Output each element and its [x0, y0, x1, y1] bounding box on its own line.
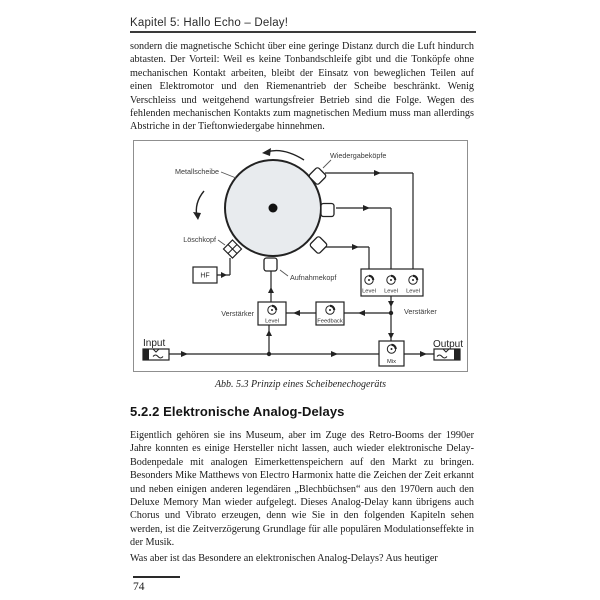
chapter-header: Kapitel 5: Hallo Echo – Delay!: [130, 17, 289, 29]
label-hf: HF: [200, 272, 210, 280]
label-input: Input: [143, 338, 166, 349]
paragraph-3: Was aber ist das Besondere an elektronischen Analog-Delays? Aus heutiger: [130, 553, 438, 564]
label-verstaerker-left: Verstärker: [221, 309, 254, 318]
paragraph-1: sondern die magnetische Schicht über eine geringe Distanz durch die Luft hindurch abtasten. Der Vorteil: Weil es keine Tonbandschleife gibt und die Tonköpfe ohne mechanischen Kontakt arbeiten, bleibt der Einsatz von beweglichen Teilen auf einen Elektromotor und den Riemenantrieb der Scheibe beschränkt. Wenig Verschleiss und weitgehend wartungsfreier Betrieb sind die Folge. Wegen des fehlenden mechanischen Kontakts zum magnetischen Medium muss man allerdings Abstriche in der Tieftonwiedergabe hinnehmen.: [130, 41, 474, 133]
label-level-1: Level: [362, 288, 376, 295]
label-mix: Mix: [386, 359, 397, 365]
knob-icon: [268, 306, 276, 314]
knob-icon: [365, 276, 373, 284]
junction-dot-input: [267, 352, 271, 356]
label-aufnahmekopf: Aufnahmekopf: [290, 273, 337, 282]
label-level-2: Level: [384, 288, 398, 295]
label-loeschkopf: Löschkopf: [183, 235, 216, 244]
output-jack-icon: [434, 349, 460, 360]
knob-icon: [387, 276, 395, 284]
figure-caption: Abb. 5.3 Prinzip eines Scheibenechogeräts: [214, 379, 387, 390]
record-head: [264, 258, 277, 271]
section-heading: 5.2.2 Elektronische Analog-Delays: [130, 404, 345, 419]
knob-icon: [409, 276, 417, 284]
label-level-mono: Level: [265, 318, 279, 325]
footer-rule: [133, 576, 180, 578]
label-metallscheibe: Metallscheibe: [175, 167, 219, 176]
playback-head-3: [309, 236, 327, 254]
paragraph-2: Eigentlich gehören sie ins Museum, aber im Zuge des Retro-Booms der 1990er Jahre konnten es einige Hersteller nicht lassen, auch wieder elektronische Delay-Bodenpedale mit analogen Eimerkettenspeichern auf den Markt zu bringen. Besonders Mike Matthews von Electro Harmonix hatte die Zeichen der Zeit erkannt und neben einigen anderen legendären „Blechbüchsen“ aus den 1970ern auch den Deluxe Memory Man wieder aufgelegt. Dieses Analog-Delay kann übrigens auch Chorus und Vibrato erzeugen, denn wie Sie in den folgenden Kapiteln sehen werden, ist die Zeitverzögerung Grundlage für alle populären Modulationseffekte in der Musik.: [130, 430, 474, 549]
rotation-arrowhead-top: [262, 148, 271, 156]
diagram-canvas: [134, 141, 469, 373]
label-level-3: Level: [406, 288, 420, 295]
metal-disc: [225, 160, 321, 256]
header-rule: [130, 31, 476, 33]
label-verstaerker-right: Verstärker: [404, 307, 437, 316]
page-number: 74: [133, 581, 145, 593]
knob-icon: [326, 306, 334, 314]
rotation-arrowhead-left: [193, 212, 201, 220]
figure-scheibenecho-diagram: [133, 140, 468, 372]
label-wiedergabekoepfe: Wiedergabeköpfe: [330, 151, 387, 160]
label-feedback: Feedback: [317, 318, 343, 325]
knob-icon: [387, 345, 395, 353]
input-jack-icon: [143, 349, 169, 360]
label-output: Output: [433, 339, 464, 350]
playback-head-2: [321, 204, 334, 217]
junction-dot-feedback: [389, 311, 393, 315]
disc-axle-dot: [269, 204, 278, 213]
